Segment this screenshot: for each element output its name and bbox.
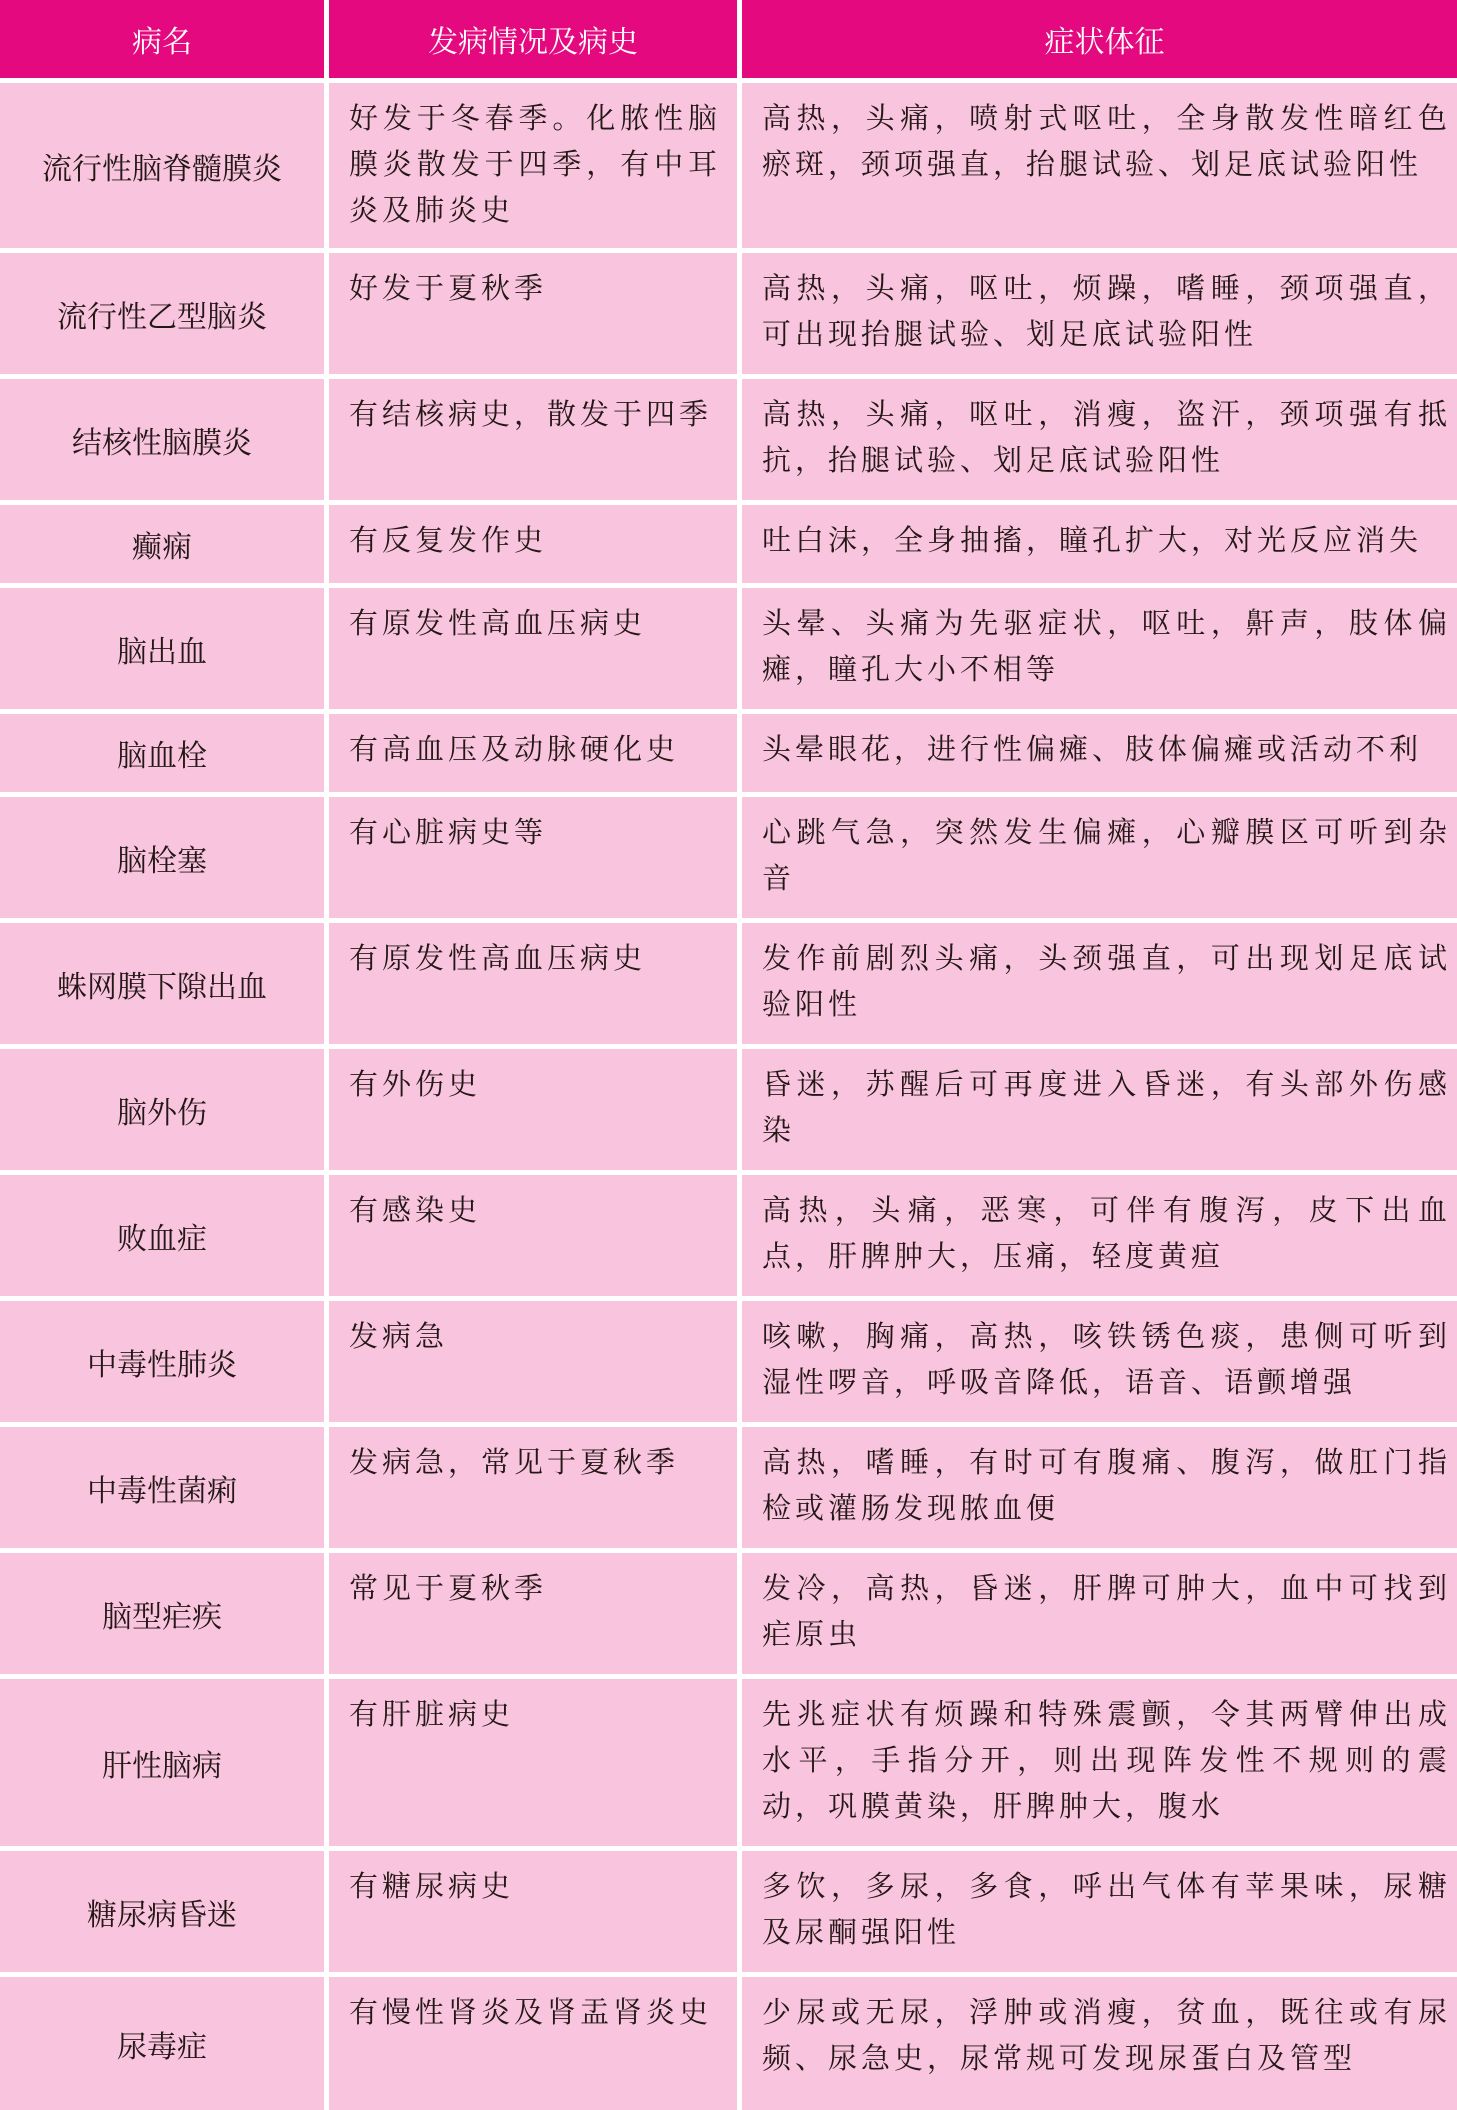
row-10-symptoms: 高热，头痛，恶寒，可伴有腹泻，皮下出血点，肝脾肿大，压痛，轻度黄疸	[742, 1175, 1457, 1296]
row-3-disease-name: 结核性脑膜炎	[0, 379, 324, 500]
row-8-disease-name: 蛛网膜下隙出血	[0, 923, 324, 1044]
row-8-symptoms: 发作前剧烈头痛，头颈强直，可出现划足底试验阳性	[742, 923, 1457, 1044]
row-12-symptoms: 高热，嗜睡，有时可有腹痛、腹泻，做肛门指检或灌肠发现脓血便	[742, 1427, 1457, 1548]
row-15-history: 有糖尿病史	[329, 1851, 737, 1972]
row-16-disease-name: 尿毒症	[0, 1977, 324, 2110]
row-6-history: 有高血压及动脉硬化史	[329, 714, 737, 792]
row-13-history: 常见于夏秋季	[329, 1553, 737, 1674]
row-14-history: 有肝脏病史	[329, 1679, 737, 1846]
row-4-history: 有反复发作史	[329, 505, 737, 583]
row-15-disease-name: 糖尿病昏迷	[0, 1851, 324, 1972]
row-13-disease-name: 脑型疟疾	[0, 1553, 324, 1674]
row-7-symptoms: 心跳气急，突然发生偏瘫，心瓣膜区可听到杂音	[742, 797, 1457, 918]
row-1-symptoms: 高热，头痛，喷射式呕吐，全身散发性暗红色瘀斑，颈项强直，抬腿试验、划足底试验阳性	[742, 83, 1457, 248]
row-4-disease-name: 癫痫	[0, 505, 324, 583]
row-2-disease-name: 流行性乙型脑炎	[0, 253, 324, 374]
row-3-history: 有结核病史，散发于四季	[329, 379, 737, 500]
row-11-history: 发病急	[329, 1301, 737, 1422]
row-7-disease-name: 脑栓塞	[0, 797, 324, 918]
row-11-symptoms: 咳嗽，胸痛，高热，咳铁锈色痰，患侧可听到湿性啰音，呼吸音降低，语音、语颤增强	[742, 1301, 1457, 1422]
row-6-symptoms: 头晕眼花，进行性偏瘫、肢体偏瘫或活动不利	[742, 714, 1457, 792]
row-15-symptoms: 多饮，多尿，多食，呼出气体有苹果味，尿糖及尿酮强阳性	[742, 1851, 1457, 1972]
row-2-history: 好发于夏秋季	[329, 253, 737, 374]
row-9-disease-name: 脑外伤	[0, 1049, 324, 1170]
row-10-disease-name: 败血症	[0, 1175, 324, 1296]
row-1-history: 好发于冬春季。化脓性脑膜炎散发于四季，有中耳炎及肺炎史	[329, 83, 737, 248]
row-5-disease-name: 脑出血	[0, 588, 324, 709]
row-7-history: 有心脏病史等	[329, 797, 737, 918]
row-16-symptoms: 少尿或无尿，浮肿或消瘦，贫血，既往或有尿频、尿急史，尿常规可发现尿蛋白及管型	[742, 1977, 1457, 2110]
row-14-disease-name: 肝性脑病	[0, 1679, 324, 1846]
header-symptoms: 症状体征	[742, 0, 1457, 78]
row-14-symptoms: 先兆症状有烦躁和特殊震颤，令其两臂伸出成水平，手指分开，则出现阵发性不规则的震动，巩膜黄染，肝脾肿大，腹水	[742, 1679, 1457, 1846]
row-10-history: 有感染史	[329, 1175, 737, 1296]
row-13-symptoms: 发冷，高热，昏迷，肝脾可肿大，血中可找到疟原虫	[742, 1553, 1457, 1674]
row-5-history: 有原发性高血压病史	[329, 588, 737, 709]
row-9-symptoms: 昏迷，苏醒后可再度进入昏迷，有头部外伤感染	[742, 1049, 1457, 1170]
row-1-disease-name: 流行性脑脊髓膜炎	[0, 83, 324, 248]
row-9-history: 有外伤史	[329, 1049, 737, 1170]
header-history: 发病情况及病史	[329, 0, 737, 78]
row-16-history: 有慢性肾炎及肾盂肾炎史	[329, 1977, 737, 2110]
row-8-history: 有原发性高血压病史	[329, 923, 737, 1044]
row-2-symptoms: 高热，头痛，呕吐，烦躁，嗜睡，颈项强直，可出现抬腿试验、划足底试验阳性	[742, 253, 1457, 374]
row-6-disease-name: 脑血栓	[0, 714, 324, 792]
row-5-symptoms: 头晕、头痛为先驱症状，呕吐，鼾声，肢体偏瘫，瞳孔大小不相等	[742, 588, 1457, 709]
row-12-disease-name: 中毒性菌痢	[0, 1427, 324, 1548]
row-3-symptoms: 高热，头痛，呕吐，消瘦，盗汗，颈项强有抵抗，抬腿试验、划足底试验阳性	[742, 379, 1457, 500]
row-12-history: 发病急，常见于夏秋季	[329, 1427, 737, 1548]
row-4-symptoms: 吐白沫，全身抽搐，瞳孔扩大，对光反应消失	[742, 505, 1457, 583]
row-11-disease-name: 中毒性肺炎	[0, 1301, 324, 1422]
header-disease-name: 病名	[0, 0, 324, 78]
